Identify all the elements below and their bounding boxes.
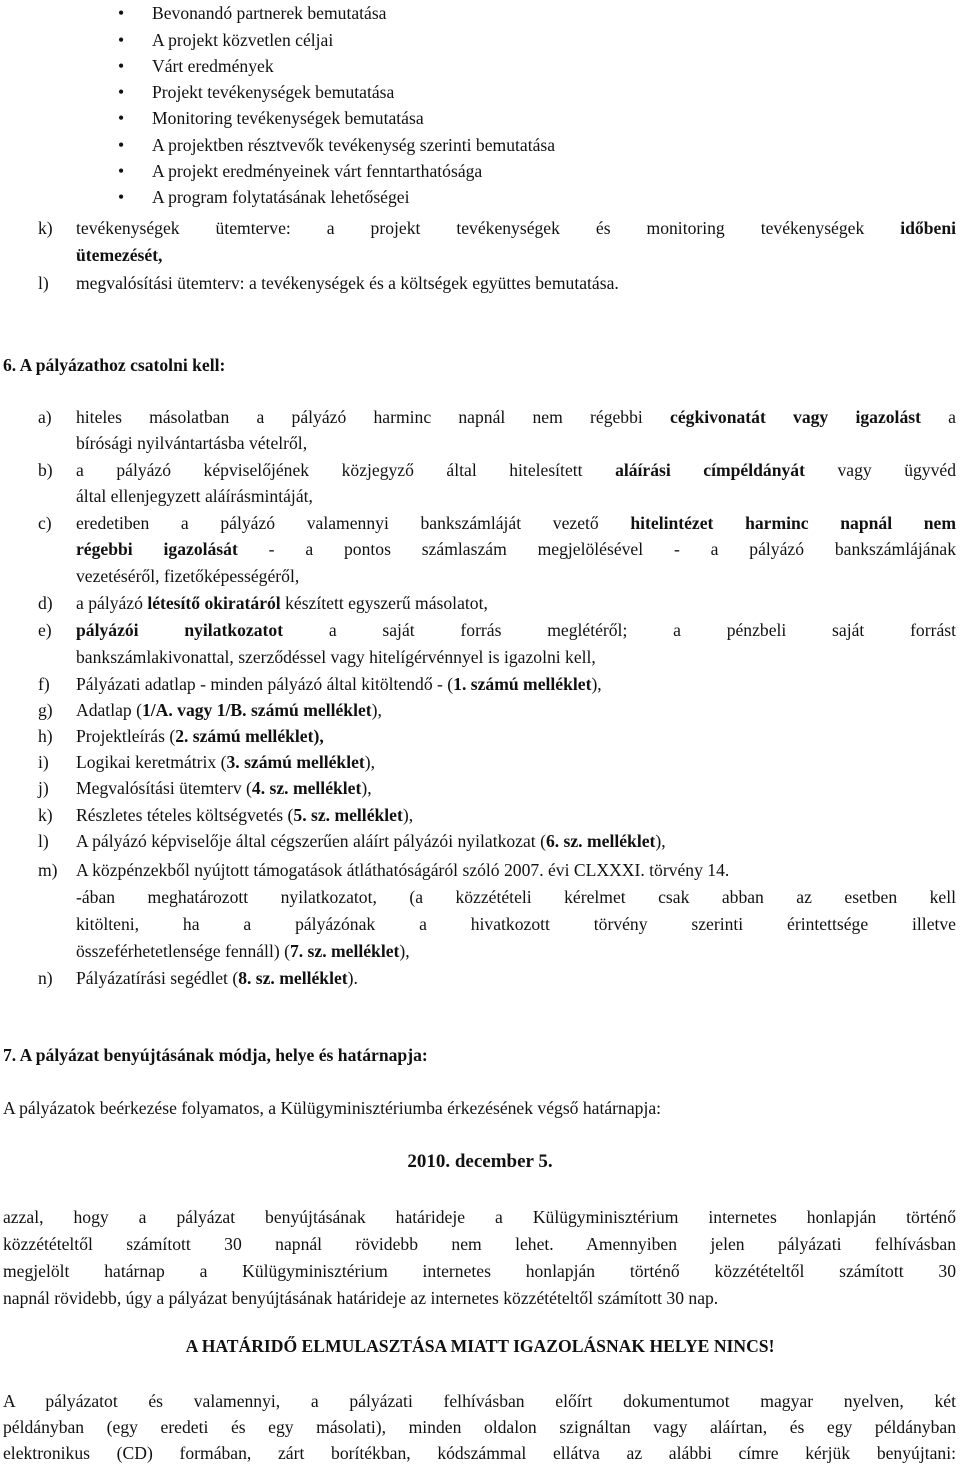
item-a-line2: bírósági nyilvántartásba vételről, — [76, 433, 308, 453]
item-m-line4: összeférhetetlensége fennáll) (7. sz. melléklet), — [76, 941, 410, 961]
list-item: A projekt eredményeinek várt fenntarthatósága — [152, 161, 483, 181]
item-d-text: a pályázó létesítő okiratáról készített egyszerű másolatot, — [76, 593, 488, 613]
item-label: l) — [38, 831, 49, 851]
item-label: k) — [38, 218, 53, 238]
list-item: A projektben résztvevők tevékenység szerinti bemutatása — [152, 135, 556, 155]
paragraph-line: közzétételtől számított 30 napnál rövidebb nem lehet. Amennyiben jelen pályázati felhívásban — [3, 1234, 956, 1254]
item-e-line2: bankszámlakivonattal, szerződéssel vagy hitelígérvénnyel is igazolni kell, — [76, 647, 596, 667]
item-m-line3: kitölteni, ha a pályázónak a hivatkozott törvény szerinti érintettsége illetve — [76, 914, 956, 934]
bullet-icon: • — [118, 161, 125, 181]
paragraph-line: A pályázatot és valamennyi, a pályázati felhívásban előírt dokumentumot magyar nyelven, két — [3, 1391, 956, 1411]
item-label: e) — [38, 620, 52, 640]
item-c-line1: eredetiben a pályázó valamennyi bankszámláját vezető hitelintézet harminc napnál nem — [76, 513, 956, 533]
item-b-line1: a pályázó képviselőjének közjegyző által hitelesített aláírási címpéldányát vagy ügyvéd — [76, 460, 956, 480]
paragraph-line: megjelölt határnap a Külügyminisztérium internetes honlapján történő közzétételtől számított 30 — [3, 1261, 956, 1281]
item-label: h) — [38, 726, 53, 746]
item-k-line2: ütemezését, — [76, 245, 163, 265]
bullet-icon: • — [118, 3, 125, 23]
bullet-icon: • — [118, 187, 125, 207]
item-label: g) — [38, 700, 53, 720]
list-item: A program folytatásának lehetőségei — [152, 187, 410, 207]
paragraph-line: napnál rövidebb, úgy a pályázat benyújtásának határideje az internetes közzétételtől számított 30 nap. — [3, 1288, 719, 1308]
item-e-line1: pályázói nyilatkozatot a saját forrás meglétéről; a pénzbeli saját forrást — [76, 620, 956, 640]
item-f-text: Pályázati adatlap - minden pályázó által kitöltendő - (1. számú melléklet), — [76, 674, 602, 694]
item-label: n) — [38, 968, 53, 988]
item-c-line2: régebbi igazolását - a pontos számlaszám megjelölésével - a pályázó bankszámlájának — [76, 539, 957, 559]
section-7-heading: 7. A pályázat benyújtásának módja, helye és határnapja: — [3, 1045, 428, 1065]
item-label: i) — [38, 752, 49, 772]
item-label: d) — [38, 593, 53, 613]
list-item: Monitoring tevékenységek bemutatása — [152, 108, 424, 128]
item-g-text: Adatlap (1/A. vagy 1/B. számú melléklet), — [76, 700, 382, 720]
deadline-intro: A pályázatok beérkezése folyamatos, a Külügyminisztériumba érkezésének végső határnapja: — [3, 1098, 662, 1118]
item-label: f) — [38, 674, 50, 694]
paragraph-line: példányban (egy eredeti és egy másolati), minden oldalon szignáltan vagy aláírtan, és egy példányban — [3, 1417, 956, 1437]
warning-notice: A HATÁRIDŐ ELMULASZTÁSA MIATT IGAZOLÁSNAK HELYE NINCS! — [185, 1336, 775, 1356]
bullet-icon: • — [118, 135, 125, 155]
item-i-text: Logikai keretmátrix (3. számú melléklet), — [76, 752, 376, 772]
list-item: Várt eredmények — [152, 56, 274, 76]
deadline-date: 2010. december 5. — [407, 1151, 553, 1172]
item-k-line1: tevékenységek ütemterve: a projekt tevékenységek és monitoring tevékenységek időbeni — [76, 218, 956, 238]
item-label: a) — [38, 407, 52, 427]
section-6-heading: 6. A pályázathoz csatolni kell: — [3, 355, 226, 375]
item-label: m) — [38, 860, 58, 880]
item-k2-text: Részletes tételes költségvetés (5. sz. melléklet), — [76, 805, 414, 825]
list-item: Bevonandó partnerek bemutatása — [152, 3, 387, 23]
paragraph-line: elektronikus (CD) formában, zárt borítékban, kódszámmal ellátva az alábbi címre kérjük benyújtani: — [3, 1443, 956, 1463]
item-l-text: megvalósítási ütemterv: a tevékenységek és a költségek együttes bemutatása. — [76, 273, 619, 293]
item-l2-text: A pályázó képviselője által cégszerűen aláírt pályázói nyilatkozat (6. sz. melléklet), — [76, 831, 666, 851]
bullet-icon: • — [118, 82, 125, 102]
item-b-line2: által ellenjegyzett aláírásmintáját, — [76, 486, 313, 506]
item-m-line2: -ában meghatározott nyilatkozatot, (a közzétételi kérelmet csak abban az esetben kell — [76, 887, 956, 907]
paragraph-line: azzal, hogy a pályázat benyújtásának határideje a Külügyminisztérium internetes honlapján történő — [3, 1207, 956, 1227]
item-label: k) — [38, 805, 53, 825]
item-h-text: Projektleírás (2. számú melléklet), — [76, 726, 324, 746]
item-label: l) — [38, 273, 49, 293]
item-label: c) — [38, 513, 52, 533]
item-m-line1: A közpénzekből nyújtott támogatások átláthatóságáról szóló 2007. évi CLXXXI. törvény 14. — [76, 860, 730, 880]
item-label: b) — [38, 460, 53, 480]
item-label: j) — [38, 778, 49, 798]
item-n-text: Pályázatírási segédlet (8. sz. melléklet). — [76, 968, 358, 988]
item-a-line1: hiteles másolatban a pályázó harminc napnál nem régebbi cégkivonatát vagy igazolást a — [76, 407, 956, 427]
list-item: A projekt közvetlen céljai — [152, 30, 334, 50]
bullet-icon: • — [118, 56, 125, 76]
list-item: Projekt tevékenységek bemutatása — [152, 82, 395, 102]
bullet-icon: • — [118, 108, 125, 128]
item-j-text: Megvalósítási ütemterv (4. sz. melléklet), — [76, 778, 372, 798]
bullet-icon: • — [118, 30, 125, 50]
item-c-line3: vezetéséről, fizetőképességéről, — [76, 566, 300, 586]
